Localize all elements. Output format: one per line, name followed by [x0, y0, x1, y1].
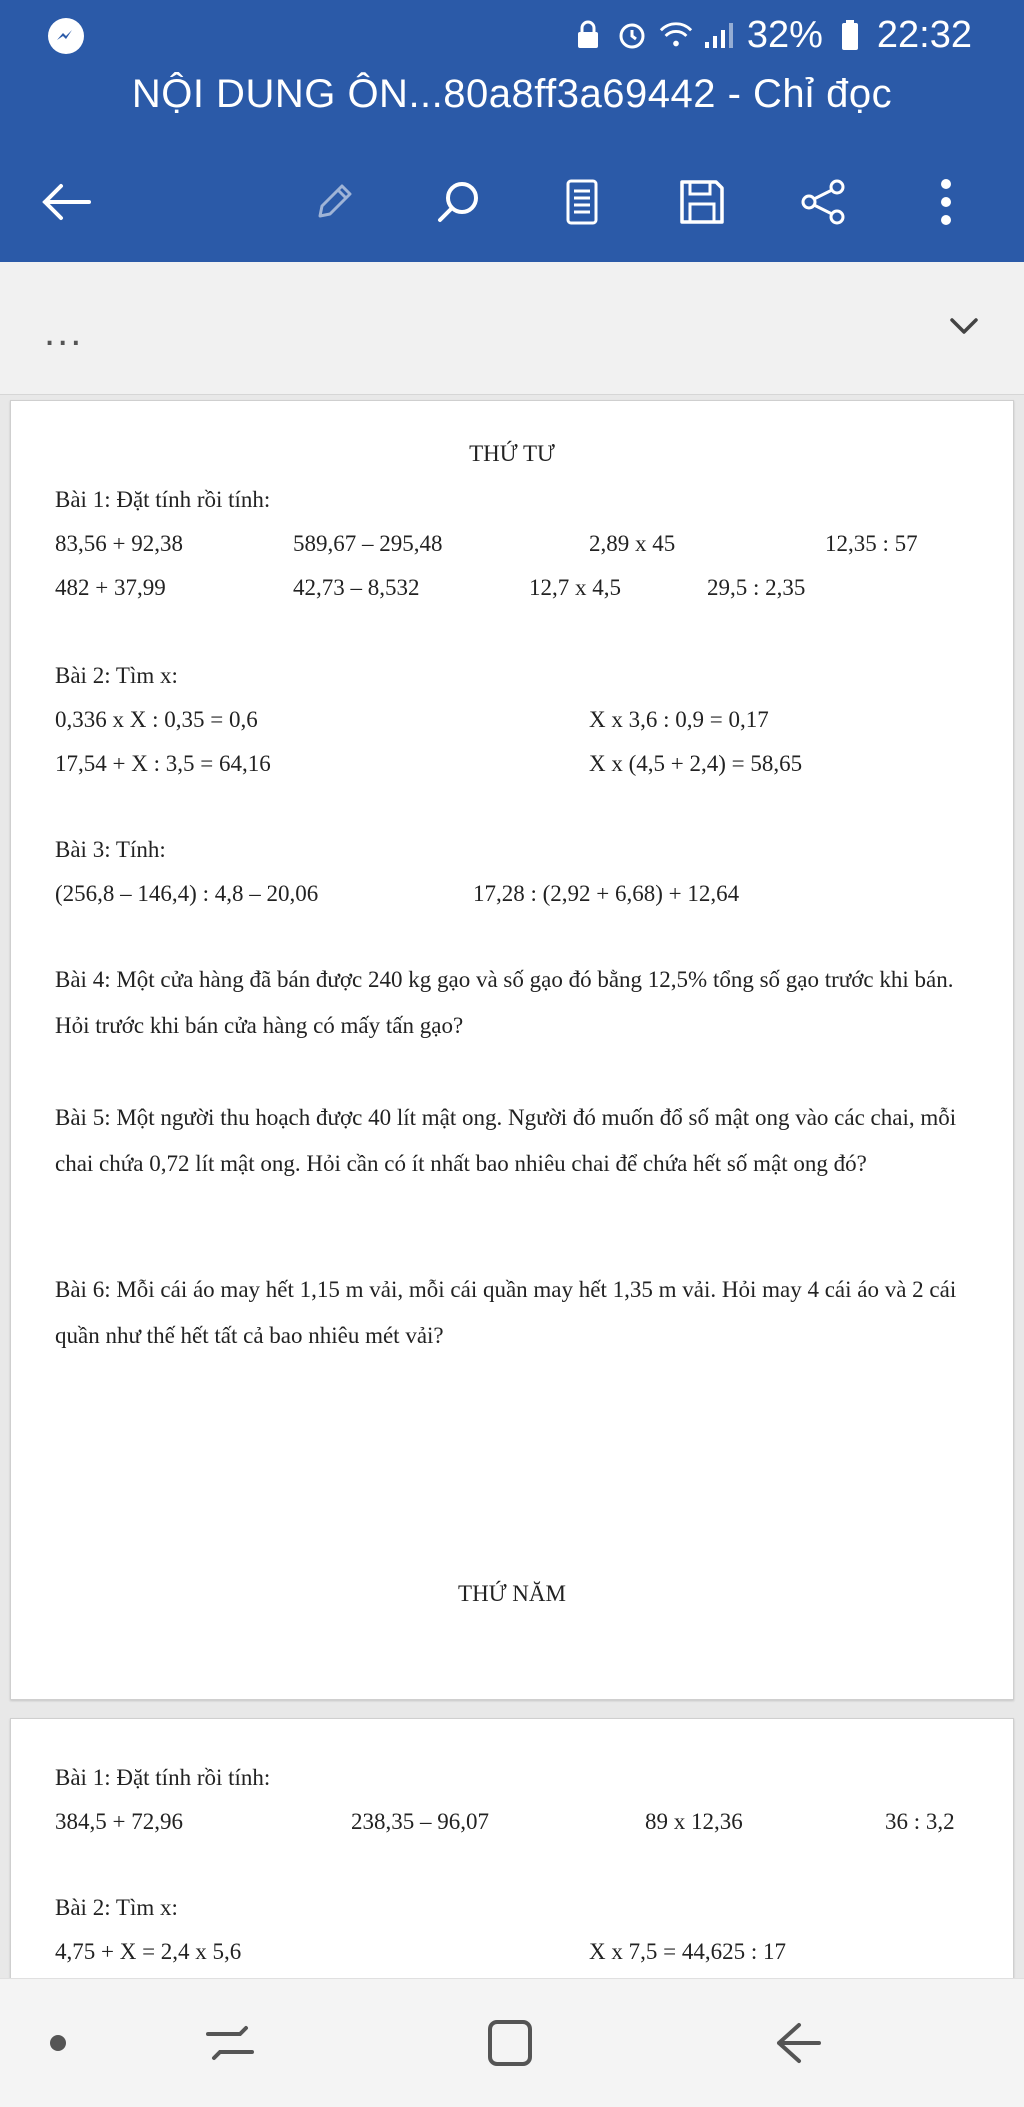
document-title: NỘI DUNG ÔN...80a8ff3a69442 - Chỉ đọc: [131, 72, 893, 116]
bai1-expr: 482 + 37,99: [55, 575, 166, 600]
bai2-title: Bài 2: Tìm x:: [55, 1895, 178, 1920]
bai2-equation: 17,54 + X : 3,5 = 64,16: [55, 751, 271, 776]
bai1-expr: 83,56 + 92,38: [55, 531, 183, 556]
bai4-text: Bài 4: Một cửa hàng đã bán được 240 kg gạo và số gạo đó bằng 12,5% tổng số gạo trước khi bán. Hỏi trước khi bán cửa hàng có mấy tấn gạo?: [55, 967, 954, 1038]
bai1-expr: 384,5 + 72,96: [55, 1809, 183, 1834]
toolbar: [0, 160, 1024, 244]
bai1-expr: 36 : 3,2: [885, 1809, 955, 1834]
battery-percent: 32%: [746, 13, 823, 56]
heading-thu-tu: THỨ TƯ: [469, 441, 555, 466]
bai1-expr: 42,73 – 8,532: [293, 575, 420, 600]
ribbon-overflow-button[interactable]: ...: [44, 310, 84, 354]
more-options-button[interactable]: [916, 172, 976, 232]
heading-thu-nam: THỨ NĂM: [458, 1581, 566, 1606]
bai1-expr: 238,35 – 96,07: [351, 1809, 489, 1834]
app-bar: [0, 0, 1024, 262]
nav-dot-icon[interactable]: [28, 2013, 88, 2073]
alarm-icon: [615, 18, 649, 52]
bai1-title: Bài 1: Đặt tính rồi tính:: [55, 1765, 271, 1790]
nav-back-button[interactable]: [766, 2013, 826, 2073]
signal-icon: [703, 18, 737, 52]
bai1-expr: 2,89 x 45: [589, 531, 676, 556]
bai1-title: Bài 1: Đặt tính rồi tính:: [55, 487, 271, 512]
bai1-expr: 29,5 : 2,35: [707, 575, 806, 600]
bai3-expr: 17,28 : (2,92 + 6,68) + 12,64: [473, 881, 740, 906]
bai1-expr: 12,7 x 4,5: [529, 575, 621, 600]
home-button[interactable]: [480, 2013, 540, 2073]
edit-pencil-button[interactable]: [304, 172, 364, 232]
bai2-equation: X x 3,6 : 0,9 = 0,17: [589, 707, 769, 732]
bai2-equation: X x (4,5 + 2,4) = 58,65: [589, 751, 803, 776]
messenger-icon: [48, 18, 84, 54]
mobile-view-button[interactable]: [552, 172, 612, 232]
ribbon-bar: [0, 262, 1024, 395]
lock-icon: [571, 18, 605, 52]
clock: 22:32: [876, 13, 972, 56]
status-right: [571, 12, 972, 58]
system-nav-bar: [0, 1978, 1024, 2107]
bai1-expr: 12,35 : 57: [825, 531, 918, 556]
bai2-title: Bài 2: Tìm x:: [55, 663, 178, 688]
save-button[interactable]: [672, 172, 732, 232]
chevron-down-icon[interactable]: [940, 302, 988, 350]
status-bar: [0, 0, 1024, 70]
back-button[interactable]: [36, 172, 96, 232]
bai6-text: Bài 6: Mỗi cái áo may hết 1,15 m vải, mỗi cái quần may hết 1,35 m vải. Hỏi may 4 cái áo và 2 cái quần như thế hết tất cả bao nhiêu mét vải?: [55, 1277, 957, 1348]
bai1-expr: 89 x 12,36: [645, 1809, 743, 1834]
bai1-expr: 589,67 – 295,48: [293, 531, 443, 556]
battery-icon: [833, 18, 867, 52]
bai5-text: Bài 5: Một người thu hoạch được 40 lít mật ong. Người đó muốn đổ số mật ong vào các chai, mỗi chai chứa 0,72 lít mật ong. Hỏi cần có ít nhất bao nhiêu chai để chứa hết số mật ong đó?: [55, 1105, 957, 1176]
bai2-equation: 0,336 x X : 0,35 = 0,6: [55, 707, 258, 732]
document-page-1: [10, 400, 1014, 1700]
share-button[interactable]: [794, 172, 854, 232]
wifi-icon: [659, 18, 693, 52]
recent-apps-button[interactable]: [200, 2013, 260, 2073]
bai3-expr: (256,8 – 146,4) : 4,8 – 20,06: [55, 881, 319, 906]
document-page-2: [10, 1718, 1014, 1980]
bai2-equation: X x 7,5 = 44,625 : 17: [589, 1939, 786, 1964]
search-button[interactable]: [428, 172, 488, 232]
bai2-equation: 4,75 + X = 2,4 x 5,6: [55, 1939, 242, 1964]
bai3-title: Bài 3: Tính:: [55, 837, 166, 862]
